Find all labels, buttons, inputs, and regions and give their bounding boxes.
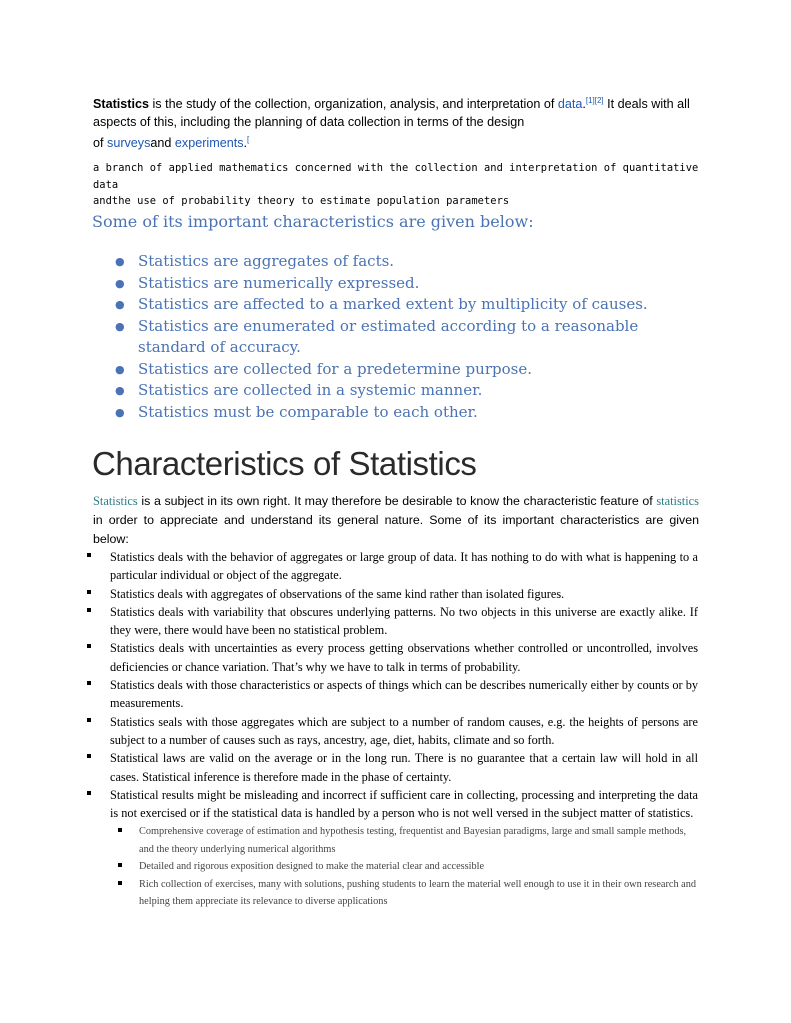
list-item-text: Statistical results might be misleading and incorrect if sufficient care in collecting, processing and interpreting the data is not exercised or if the statistical data is handled by a person who is not well versed in the subject matter of statistics.: [110, 787, 698, 821]
nested-item-text: Comprehensive coverage of estimation and hypothesis testing, frequentist and Bayesian paradigms, large and small sample methods, and the theory underlying numerical algorithms: [139, 826, 687, 855]
intro-text-1: is the study of the collection, organization, analysis, and interpretation of: [149, 97, 558, 111]
list-item-text: Statistics seals with those aggregates which are subject to a number of random causes, e.g. the heights of persons are subject to a number of causes such as rays, ancestry, age, diet, habits, climate and so forth.: [110, 714, 698, 747]
list-item-text: Statistics are aggregates of facts.: [138, 252, 395, 270]
list-item: [111, 380, 691, 402]
bullet-icon: ●: [115, 384, 125, 397]
nested-list-item: [110, 876, 698, 911]
list-item-text: Statistics deals with uncertainties as every process getting observations whether controlled or uncontrolled, involves deficiencies or chance variation. That’s why we have to talk in terms of probability.: [110, 641, 698, 674]
square-bullet-list: [86, 548, 698, 910]
list-item-text: Statistics are numerically expressed.: [138, 273, 420, 292]
definition-line-2: andthe use of probability theory to estimate population parameters: [93, 195, 510, 207]
list-item: [111, 273, 691, 295]
para2-text-2: in order to appreciate and understand its general nature. Some of its important characteristics are given below:: [93, 513, 699, 547]
intro-text-4: and: [150, 136, 175, 150]
statistics-link-2[interactable]: statistics: [656, 494, 699, 508]
list-item: [111, 294, 691, 316]
list-item: [86, 603, 698, 640]
list-item: [86, 548, 698, 585]
list-item: [86, 639, 698, 676]
list-item: [111, 316, 691, 359]
intro-text-2: It deals with all aspects of this, including the planning of data collection in terms of the design: [93, 97, 690, 129]
list-item: [86, 585, 698, 603]
characteristics-list: [111, 251, 691, 423]
section-paragraph: [93, 492, 699, 550]
square-bullet-icon: [87, 754, 91, 758]
data-link[interactable]: data: [557, 97, 583, 111]
list-item-text: Statistics deals with variability that obscures underlying patterns. No two objects in this universe are exactly alike. If they were, there would have been no statistical problem.: [110, 604, 698, 638]
square-bullet-icon: [87, 718, 91, 722]
list-item: [86, 676, 698, 713]
bullet-icon: ●: [115, 276, 125, 290]
square-bullet-icon: [87, 644, 91, 648]
list-item-text: Statistics are collected in a systemic manner.: [138, 381, 483, 399]
nested-item-text: Detailed and rigorous exposition designed to make the material clear and accessible: [139, 861, 485, 873]
square-bullet-icon: [87, 553, 91, 557]
intro-text-3: of: [93, 136, 108, 150]
list-item-text: Statistics must be comparable to each other.: [138, 402, 478, 421]
statistics-link-1[interactable]: Statistics: [93, 494, 138, 508]
definition-line-1: a branch of applied mathematics concerned with the collection and interpretation of quantitative data: [93, 162, 699, 191]
list-item: [111, 359, 691, 381]
intro-period: .: [582, 97, 586, 111]
nested-list-item: [110, 858, 698, 875]
nested-list: [110, 823, 698, 910]
list-item-text: Statistics deals with aggregates of observations of the same kind rather than isolated figures.: [110, 586, 565, 601]
intro-period-2: .: [243, 136, 248, 150]
list-item: [86, 749, 698, 786]
citation-open[interactable]: [: [247, 135, 250, 144]
square-bullet-icon: [87, 590, 91, 594]
square-bullet-icon: [118, 863, 122, 867]
characteristics-subheading: Some of its important characteristics are given below:: [92, 212, 534, 231]
list-item-text: Statistics deals with those characteristics or aspects of things which can be describes numerically either by counts or by measurements.: [110, 678, 698, 711]
bullet-icon: ●: [115, 319, 125, 333]
square-bullet-icon: [87, 608, 91, 612]
surveys-link[interactable]: surveys: [107, 136, 151, 150]
experiments-link[interactable]: experiments: [174, 136, 244, 150]
square-bullet-icon: [118, 828, 122, 832]
nested-item-text: Rich collection of exercises, many with solutions, pushing students to learn the material well enough to use it in their own research and helping them appreciate its relevance to diverse applications: [139, 878, 697, 908]
list-item-text: Statistics are collected for a predetermine purpose.: [138, 359, 532, 378]
definition-text: [93, 160, 713, 210]
bullet-icon: ●: [115, 255, 125, 268]
list-item: [86, 713, 698, 750]
intro-paragraph: [93, 92, 693, 153]
bullet-icon: ●: [115, 362, 125, 376]
bullet-icon: ●: [115, 405, 125, 419]
list-item-text: Statistics deals with the behavior of aggregates or large group of data. It has nothing to do with what is happening to a particular individual or object of the aggregate.: [110, 550, 698, 583]
list-item: [111, 251, 691, 273]
square-bullet-icon: [118, 881, 122, 885]
list-item: [86, 786, 698, 911]
intro-bold-term: Statistics: [93, 97, 149, 111]
list-item-text: Statistics are enumerated or estimated according to a reasonable standard of accuracy.: [138, 316, 639, 356]
section-heading: Characteristics of Statistics: [92, 445, 477, 482]
nested-list-item: [110, 823, 698, 858]
square-bullet-icon: [87, 791, 91, 795]
citation-1-2[interactable]: [1][2]: [585, 96, 604, 105]
list-item-text: Statistics are affected to a marked extent by multiplicity of causes.: [138, 295, 648, 313]
bullet-icon: ●: [115, 298, 125, 311]
square-bullet-icon: [87, 681, 91, 685]
list-item-text: Statistical laws are valid on the average or in the long run. There is no guarantee that a certain law will hold in all cases. Statistical inference is therefore made in the phase of certainty.: [110, 751, 698, 784]
list-item: [111, 402, 691, 424]
para2-text-1: is a subject in its own right. It may therefore be desirable to know the characteristic feature of: [137, 494, 657, 508]
